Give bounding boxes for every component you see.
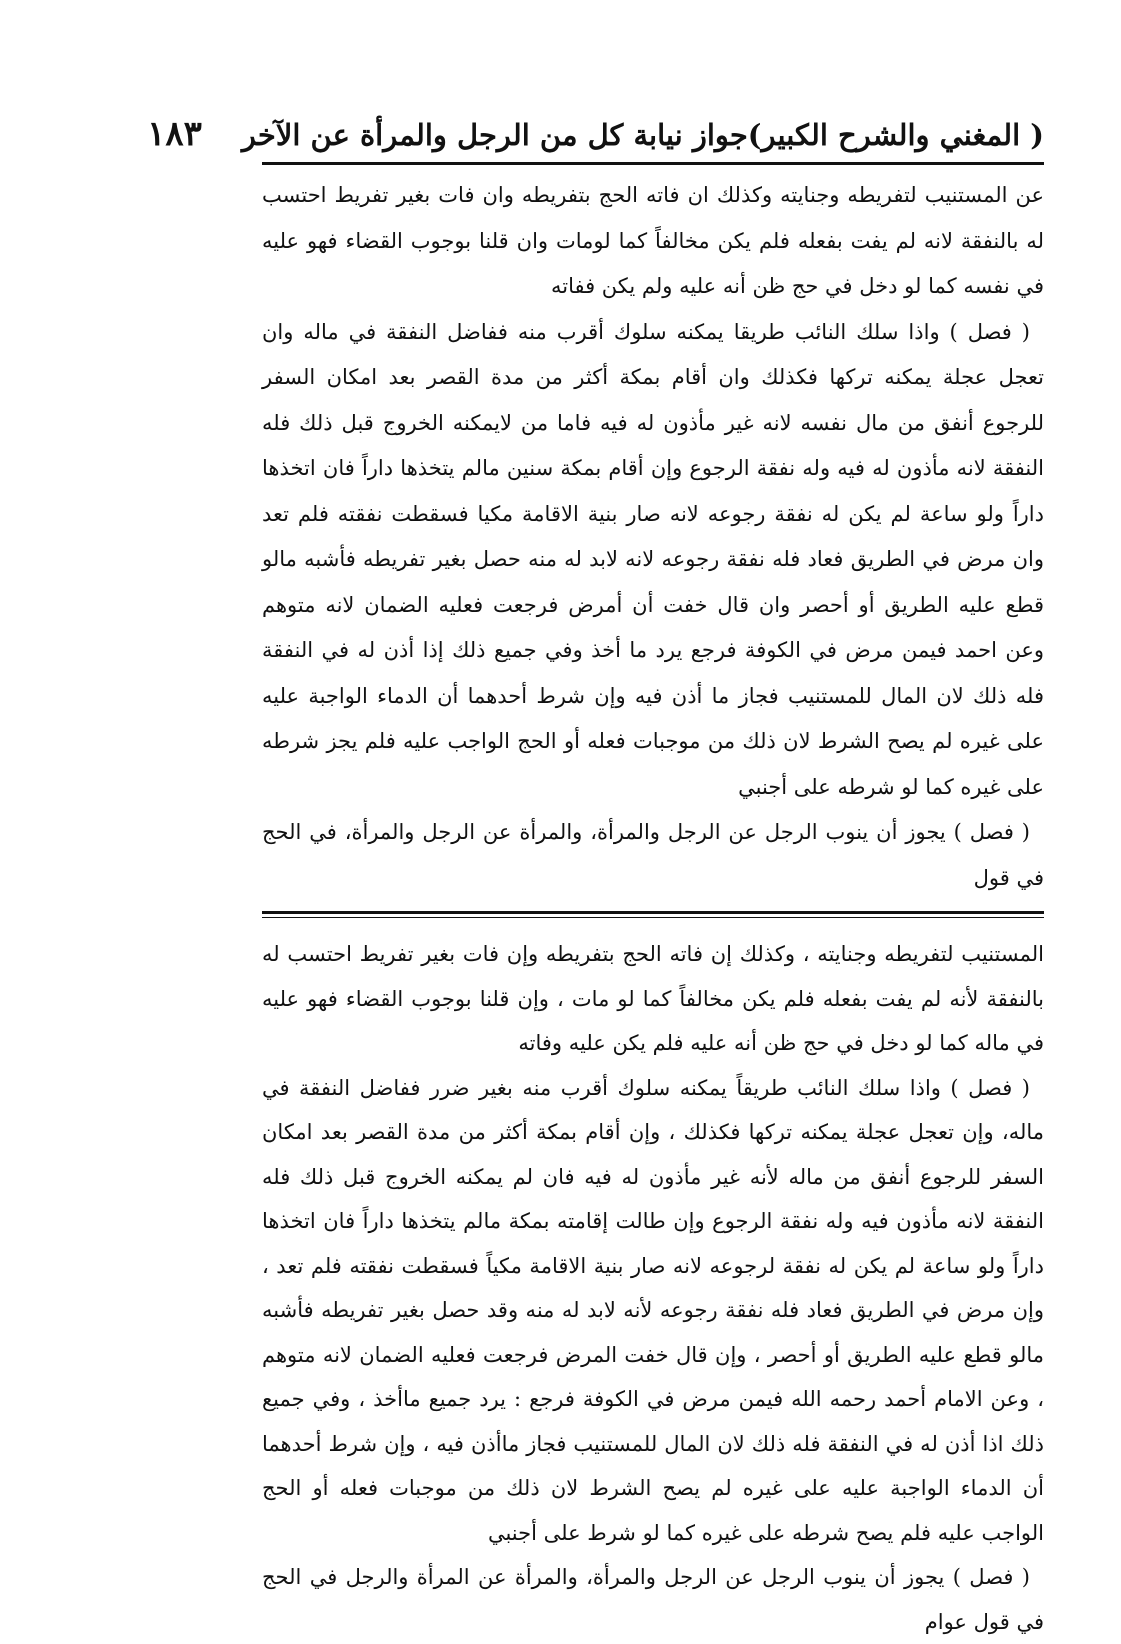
paragraph: ( فصل ) يجوز أن ينوب الرجل عن الرجل والمرأة، والمرأة عن المرأة والرجل في الحج في قول عوام [262,1565,1044,1634]
paragraph: المستنيب لتفريطه وجنايته ، وكذلك إن فاته الحج بتفريطه وإن فات بغير تفريط احتسب له بالنفقة لأنه لم يفت بفعله فلم يكن مخالفاً كما لو مات ، وإن قلنا بوجوب القضاء فهو عليه في ماله كما لو دخل في حج ظن أنه عليه فلم يكن عليه وفاته [262,942,1044,1055]
page-number: ١٨٣ [147,114,202,154]
upper-text-block [262,173,1044,901]
section-divider [262,911,1044,918]
paragraph: ( فصل ) واذا سلك النائب طريقاً يمكنه سلوك أقرب منه بغير ضرر ففاضل النفقة في ماله، وإن تعجل عجلة يمكنه تركها فكذلك ، وإن أقام بمكة أكثر من مدة القصر بعد امكان السفر للرجوع أنفق من ماله لأنه غير مأذون له فيه فان لم يمكنه الخروج قبل ذلك فله النفقة لانه مأذون فيه وله نفقة الرجوع وإن طالت إقامته بمكة مالم يتخذها داراً فان اتخذها داراً ولو ساعة لم يكن له نفقة لرجوعه لانه صار بنية الاقامة مكياً فسقطت نفقته فلم تعد ، وإن مرض في الطريق فعاد فله نفقة رجوعه لأنه لابد له منه وقد حصل بغير تفريطه فأشبه مالو قطع عليه الطريق أو أحصر ، وإن قال خفت المرض فرجعت فعليه الضمان لانه متوهم ، وعن الامام أحمد رحمه الله فيمن مرض في الكوفة فرجع : يرد جميع ماأخذ ، وفي جميع ذلك اذا أذن له في النفقة فله ذلك لان المال للمستنيب فجاز ماأذن فيه ، وإن شرط أحدهما أن الدماء الواجبة عليه على غيره لم يصح الشرط لان ذلك من موجبات فعله أو الحج الواجب عليه فلم يصح شرطه على غيره كما لو شرط على أجنبي [262,1075,1044,1545]
paragraph: ( فصل ) يجوز أن ينوب الرجل عن الرجل والمرأة، والمرأة عن الرجل والمرأة، في الحج في قول [262,820,1044,890]
divider-line [262,917,1044,918]
book-title: ( المغني والشرح الكبير) [747,118,1044,152]
lower-text-block [262,932,1044,1644]
page-header [147,112,1044,156]
running-title: جواز نيابة كل من الرجل والمرأة عن الآخر [241,118,748,152]
divider-line [262,911,1044,914]
paragraph: ( فصل ) واذا سلك النائب طريقا يمكنه سلوك أقرب منه ففاضل النفقة في ماله وان تعجل عجلة يمكنه تركها فكذلك وان أقام بمكة أكثر من مدة القصر بعد امكان السفر للرجوع أنفق من مال نفسه لانه غير مأذون له فيه فاما من لايمكنه الخروج قبل ذلك فله النفقة لانه مأذون له فيه وله نفقة الرجوع وإن أقام بمكة سنين مالم يتخذها داراً فان اتخذها داراً ولو ساعة لم يكن له نفقة رجوعه لانه صار بنية الاقامة مكيا فسقطت نفقته فلم تعد وان مرض في الطريق فعاد فله نفقة رجوعه لانه لابد له منه حصل بغير تفريطه فأشبه مالو قطع عليه الطريق أو أحصر وان قال خفت أن أمرض فرجعت فعليه الضمان لانه متوهم وعن احمد فيمن مرض في الكوفة فرجع يرد ما أخذ وفي جميع ذلك إذا أذن له في النفقة فله ذلك لان المال للمستنيب فجاز ما أذن فيه وإن شرط أحدهما أن الدماء الواجبة عليه على غيره لم يصح الشرط لان ذلك من موجبات فعله أو الحج الواجب عليه فلم يجز شرطه على غيره كما لو شرطه على أجنبي [262,319,1044,799]
book-page [147,112,1044,1644]
header-rule [262,162,1044,165]
paragraph: عن المستنيب لتفريطه وجنايته وكذلك ان فاته الحج بتفريطه وان فات بغير تفريط احتسب له بالنفقة لانه لم يفت بفعله فلم يكن مخالفاً كما لومات وان قلنا بوجوب القضاء فهو عليه في نفسه كما لو دخل في حج ظن أنه عليه ولم يكن ففاته [262,183,1044,298]
